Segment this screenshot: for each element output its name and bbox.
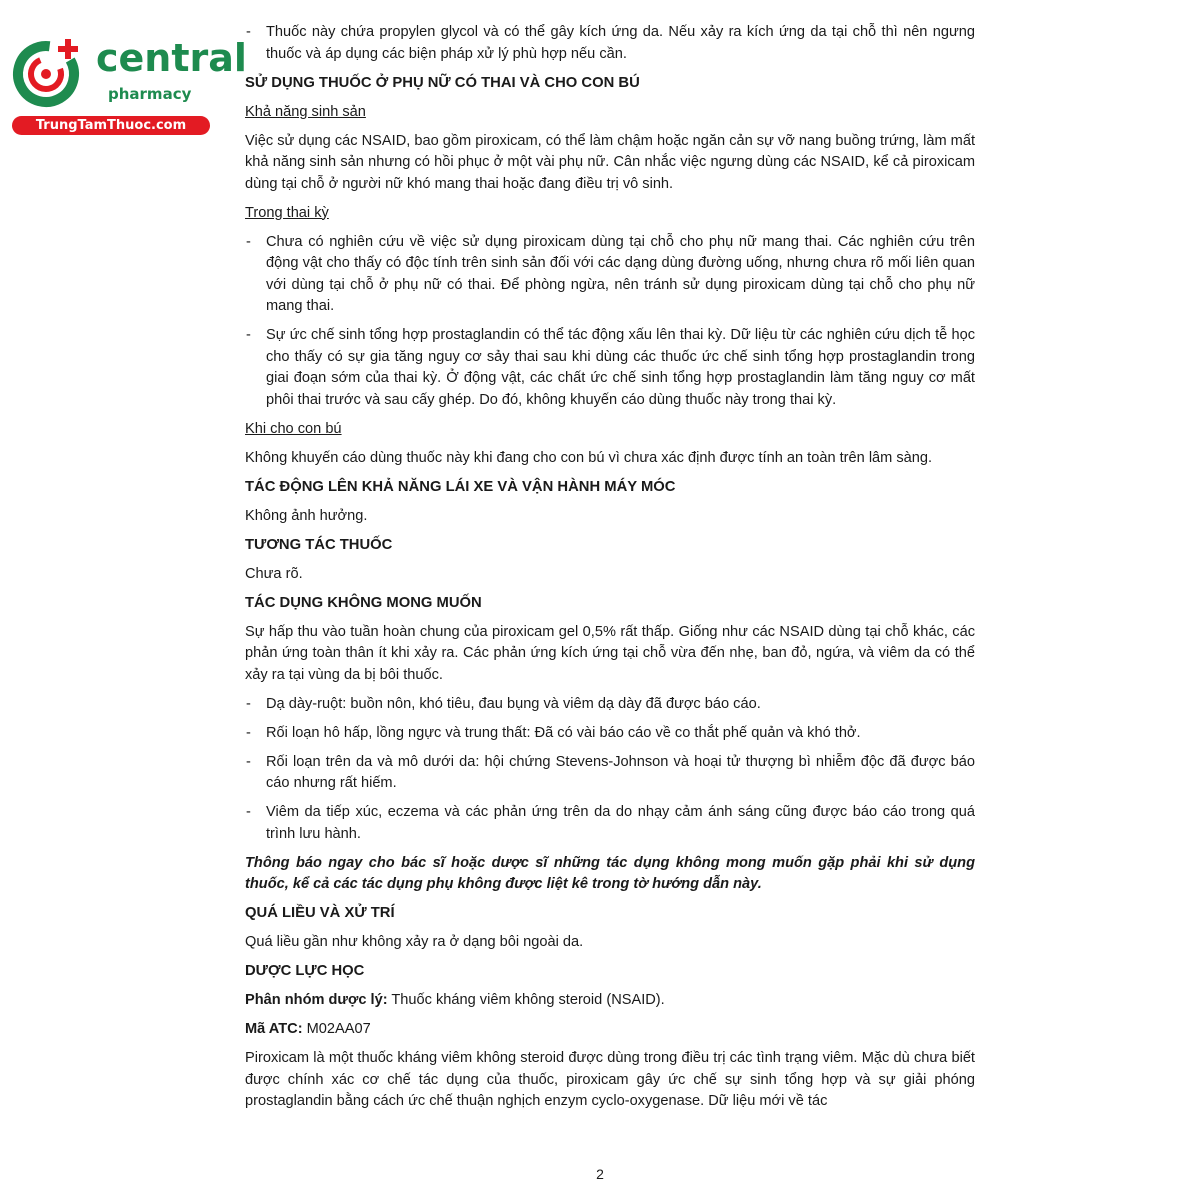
list-item-text: Viêm da tiếp xúc, eczema và các phản ứng trên da do nhạy cảm ánh sáng cũng được báo cáo trong quá trình lưu hành.	[266, 804, 975, 842]
bullet-dash: -	[246, 327, 251, 343]
list-item-text: Chưa có nghiên cứu về việc sử dụng piroxicam dùng tại chỗ cho phụ nữ mang thai. Các nghiên cứu trên động vật cho thấy có độc tính trên sinh sản đối với các dạng dùng đường uống, nhưng chưa rõ mối liên quan với dùng tại chỗ ở phụ nữ có thai. Để phòng ngừa, nên tránh sử dụng piroxicam dùng tại chỗ cho phụ nữ mang thai.	[266, 233, 975, 314]
paragraph: Piroxicam là một thuốc kháng viêm không steroid được dùng trong điều trị các tình trạng viêm. Mặc dù chưa biết được chính xác cơ chế tác dụng của thuốc, piroxicam gây ức chế sự sinh tổng hợp và sự giải phóng prostaglandin bằng cách ức chế thuận nghịch enzym cyclo-oxygenase. Dữ liệu mới về tác	[245, 1050, 975, 1109]
central-pharmacy-logo[interactable]	[10, 36, 247, 136]
paragraph: Việc sử dụng các NSAID, bao gồm piroxicam, có thể làm chậm hoặc ngăn cản sự vỡ nang buồng trứng, làm mất khả năng sinh sản nhưng có hồi phục ở một vài phụ nữ. Cân nhắc việc ngưng dùng các NSAID, kể cả piroxicam dùng tại chỗ ở người nữ khó mang thai hoặc đang điều trị vô sinh.	[245, 132, 975, 192]
brand-url-link[interactable]: TrungTamThuoc.com	[12, 116, 210, 135]
field-label: Phân nhóm dược lý:	[245, 992, 388, 1008]
field-value: Thuốc kháng viêm không steroid (NSAID).	[387, 992, 665, 1008]
bullet-dash: -	[246, 695, 251, 712]
list-item	[245, 232, 975, 318]
paragraph: Quá liều gần như không xảy ra ở dạng bôi ngoài da.	[245, 934, 584, 950]
bullet-dash: -	[246, 724, 251, 741]
paragraph: Sự hấp thu vào tuần hoàn chung của piroxicam gel 0,5% rất thấp. Giống như các NSAID dùng tại chỗ khác, các phản ứng toàn thân ít khi xảy ra. Các phản ứng kích ứng tại chỗ vừa đến nhẹ, ban đỏ, ngứa, và viêm da có thể xảy ra tại vùng da bị bôi thuốc.	[245, 623, 975, 683]
document-page	[245, 22, 975, 1120]
section-heading: TƯƠNG TÁC THUỐC	[245, 536, 393, 553]
list-item	[245, 752, 975, 795]
warning-note: Thông báo ngay cho bác sĩ hoặc dược sĩ những tác dụng không mong muốn gặp phải khi sử dụng thuốc, kể cả các tác dụng phụ không được liệt kê trong tờ hướng dẫn này.	[245, 854, 975, 892]
bullet-dash: -	[246, 233, 251, 250]
list-item	[245, 723, 975, 745]
bullet-dash: -	[246, 804, 251, 820]
list-item	[245, 325, 975, 411]
subsection-heading: Khi cho con bú	[245, 420, 342, 437]
paragraph: Chưa rõ.	[245, 565, 303, 582]
bullet-dash: -	[246, 24, 251, 40]
subsection-heading: Trong thai kỳ	[245, 204, 329, 221]
list-item	[245, 802, 975, 845]
list-item-text: Thuốc này chứa propylen glycol và có thể gây kích ứng da. Nếu xảy ra kích ứng da tại chỗ thì nên ngưng thuốc và áp dụng các biện pháp xử lý phù hợp nếu cần.	[266, 24, 975, 62]
list-item	[245, 22, 975, 65]
list-item-text: Dạ dày-ruột: buồn nôn, khó tiêu, đau bụng và viêm dạ dày đã được báo cáo.	[266, 695, 761, 712]
pharmacy-cross-logo-icon	[10, 36, 94, 112]
section-heading: DƯỢC LỰC HỌC	[245, 963, 365, 979]
paragraph: Không ảnh hưởng.	[245, 507, 368, 524]
section-heading: TÁC ĐỘNG LÊN KHẢ NĂNG LÁI XE VÀ VẬN HÀNH MÁY MÓC	[245, 478, 676, 495]
brand-name: central	[96, 36, 247, 80]
list-item-text: Sự ức chế sinh tổng hợp prostaglandin có thể tác động xấu lên thai kỳ. Dữ liệu từ các nghiên cứu dịch tễ học cho thấy có sự gia tăng nguy cơ sảy thai sau khi dùng các thuốc ức chế sinh tổng hợp prostaglandin trong giai đoạn sớm của thai kỳ. Ở động vật, các chất ức chế sinh tổng hợp prostaglandin làm tăng nguy cơ mất phôi thai trước và sau cấy ghép. Do đó, không khuyến cáo dùng thuốc này trong thai kỳ.	[266, 327, 975, 408]
paragraph: Không khuyến cáo dùng thuốc này khi đang cho con bú vì chưa xác định được tính an toàn trên lâm sàng.	[245, 449, 933, 466]
pharmacologic-group	[245, 990, 975, 1012]
list-item	[245, 694, 975, 716]
section-heading: QUÁ LIỀU VÀ XỬ TRÍ	[245, 905, 395, 921]
list-item-text: Rối loạn trên da và mô dưới da: hội chứng Stevens-Johnson và hoại tử thượng bì nhiễm độc đã được báo cáo nhưng rất hiếm.	[266, 753, 975, 791]
field-value: M02AA07	[302, 1021, 371, 1037]
brand-subtitle: pharmacy	[108, 85, 192, 103]
section-heading: TÁC DỤNG KHÔNG MONG MUỐN	[245, 594, 482, 611]
subsection-heading: Khả năng sinh sản	[245, 103, 366, 120]
page-number: 2	[596, 1166, 604, 1182]
list-item-text: Rối loạn hô hấp, lồng ngực và trung thất: Đã có vài báo cáo về co thắt phế quản và khó thở.	[266, 724, 861, 741]
atc-code	[245, 1019, 975, 1041]
section-heading: SỬ DỤNG THUỐC Ở PHỤ NỮ CÓ THAI VÀ CHO CON BÚ	[245, 74, 640, 91]
field-label: Mã ATC:	[245, 1021, 303, 1037]
bullet-dash: -	[246, 753, 251, 770]
